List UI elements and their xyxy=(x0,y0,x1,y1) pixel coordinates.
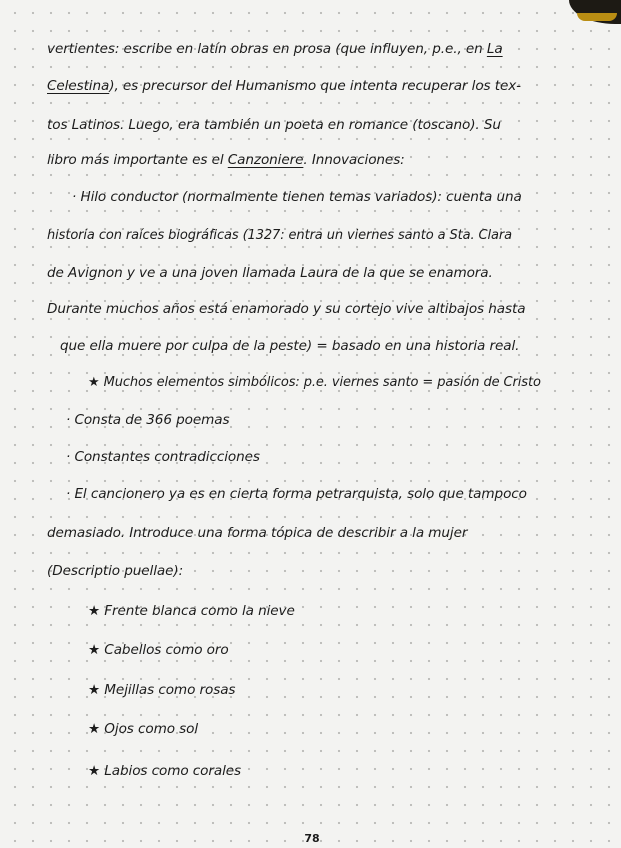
text-line-2 xyxy=(47,77,521,95)
page-corner-decoration xyxy=(569,0,621,24)
text-segment: de Avignon y ve a una joven llamada Laura de la que se enamora. xyxy=(47,265,493,281)
text-segment: ★ Labios como corales xyxy=(88,763,242,779)
text-line-10 xyxy=(88,374,541,392)
text-line-14 xyxy=(47,524,467,542)
text-segment: ★ Mejillas como rosas xyxy=(88,682,236,698)
text-line-15 xyxy=(47,562,183,580)
underlined-title: Celestina xyxy=(47,78,110,94)
text-segment: · Hilo conductor (normalmente tienen temas variados): cuenta una xyxy=(72,189,522,205)
text-line-6 xyxy=(47,227,512,245)
text-line-4 xyxy=(47,151,405,169)
text-line-5 xyxy=(72,188,522,206)
text-segment: tos Latinos. Luego, era también un poeta en romance (toscano). Su xyxy=(47,117,501,133)
text-segment: ★ Ojos como sol xyxy=(88,721,199,737)
text-line-3 xyxy=(47,116,501,134)
text-segment: ), es precursor del Humanismo que intenta recuperar los tex- xyxy=(109,78,521,94)
text-line-17 xyxy=(88,641,229,659)
text-line-8 xyxy=(47,300,525,318)
text-segment: · Constantes contradicciones xyxy=(66,449,260,465)
text-line-9 xyxy=(60,337,519,355)
underlined-title: Canzoniere xyxy=(227,152,304,168)
text-segment: historia con raíces biográficas (1327: entra un viernes santo a Sta. Clara xyxy=(47,228,513,243)
text-segment: Durante muchos años está enamorado y su cortejo vive altibajos hasta xyxy=(47,301,526,317)
page-number: 78 xyxy=(304,832,320,845)
text-segment: ★ Cabellos como oro xyxy=(88,642,229,658)
text-segment: demasiado. Introduce una forma tópica de describir a la mujer xyxy=(47,525,468,541)
text-line-16 xyxy=(88,602,295,620)
text-segment: · Consta de 366 poemas xyxy=(66,412,230,428)
text-segment: libro más importante es el xyxy=(47,152,228,168)
text-line-12 xyxy=(66,448,260,466)
text-line-20 xyxy=(88,762,241,780)
text-segment: ★ Frente blanca como la nieve xyxy=(88,603,295,619)
text-segment: que ella muere por culpa de la peste) = basado en una historia real. xyxy=(60,338,520,354)
text-segment: (Descriptio puellae): xyxy=(47,563,184,579)
text-line-13 xyxy=(66,485,527,503)
text-line-1 xyxy=(47,40,503,58)
text-segment: . Innovaciones: xyxy=(303,152,405,168)
text-line-11 xyxy=(66,411,229,429)
text-line-18 xyxy=(88,681,235,699)
text-line-7 xyxy=(47,264,493,282)
text-segment: vertientes: escribe en latín obras en prosa (que influyen, p.e., en xyxy=(47,41,487,57)
text-line-19 xyxy=(88,720,198,738)
text-segment: · El cancionero ya es en cierta forma petrarquista, solo que tampoco xyxy=(66,486,527,502)
underlined-title: La xyxy=(486,41,503,57)
text-segment: ★ Muchos elementos simbólicos: p.e. viernes santo = pasión de Cristo xyxy=(88,375,541,390)
